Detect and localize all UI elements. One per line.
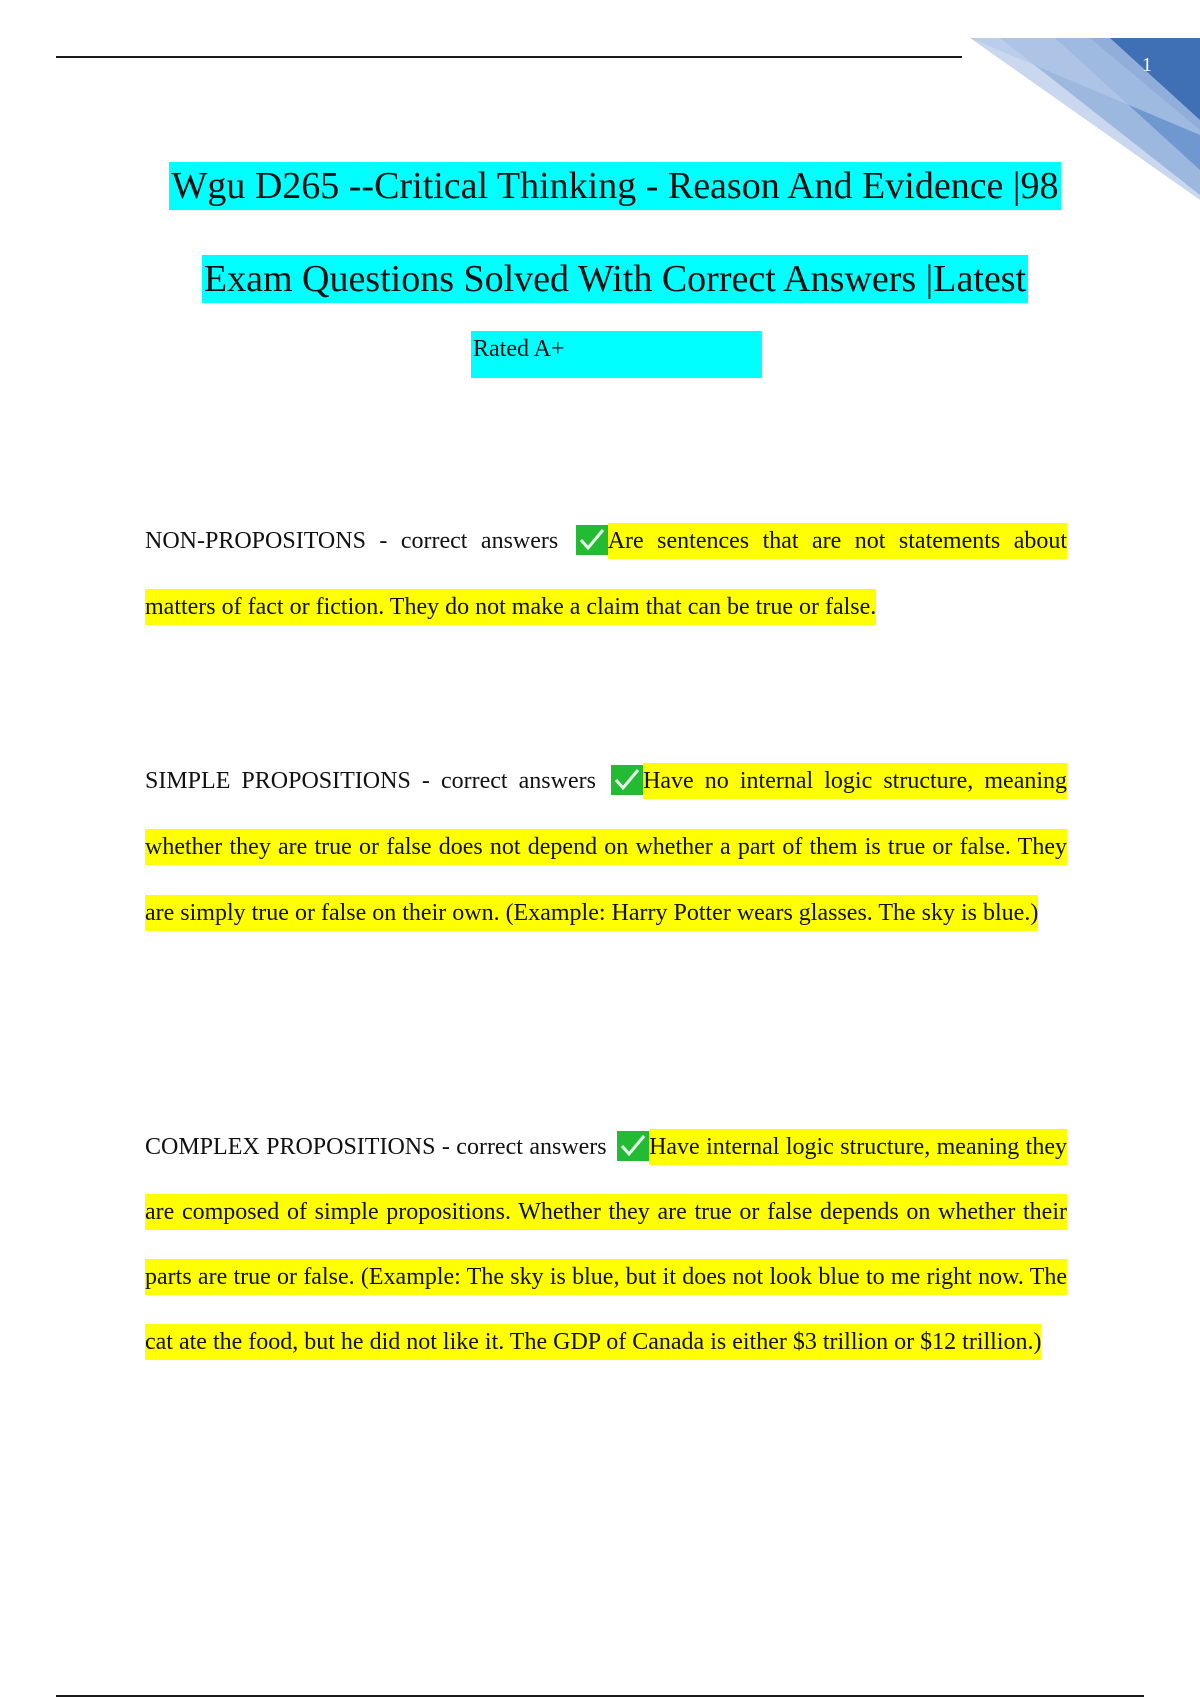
document-title xyxy=(60,140,1170,326)
entry-answer: Have internal logic structure, meaning they are composed of simple propositions. Whether they are true or false depends on whether their parts are true or false. (Example: The sky is blue, but it does not look blue to me right now. The cat ate the food, but he did not like it. The GDP of Canada is either $3 trillion or $12 trillion.) xyxy=(145,1129,1067,1360)
title-line-2: Exam Questions Solved With Correct Answers |Latest xyxy=(60,233,1170,326)
entry-term: SIMPLE PROPOSITIONS - correct answers xyxy=(145,768,596,794)
qa-entry-non-propositions xyxy=(145,508,1067,640)
footer-rule xyxy=(56,1695,1144,1697)
entry-term: COMPLEX PROPOSITIONS - correct answers xyxy=(145,1134,607,1160)
entry-term: NON-PROPOSITONS - correct answers xyxy=(145,528,559,554)
entry-answer: Have no internal logic structure, meaning whether they are true or false does not depend on whether a part of them is true or false. They are simply true or false on their own. (Example: Harry Potter wears glasses. The sky is blue.) xyxy=(145,763,1067,931)
rating-badge: Rated A+ xyxy=(471,331,762,378)
qa-entry-complex-propositions xyxy=(145,1115,1067,1375)
header-rule xyxy=(56,56,962,58)
title-line-1: Wgu D265 --Critical Thinking - Reason And Evidence |98 xyxy=(60,140,1170,233)
check-mark-icon xyxy=(576,525,608,555)
check-mark-icon xyxy=(611,765,643,795)
check-mark-icon xyxy=(617,1131,649,1161)
entry-answer: Are sentences that are not statements about matters of fact or fiction. They do not make a claim that can be true or false. xyxy=(145,523,1067,625)
page-number: 1 xyxy=(1142,54,1152,76)
qa-entry-simple-propositions xyxy=(145,748,1067,946)
